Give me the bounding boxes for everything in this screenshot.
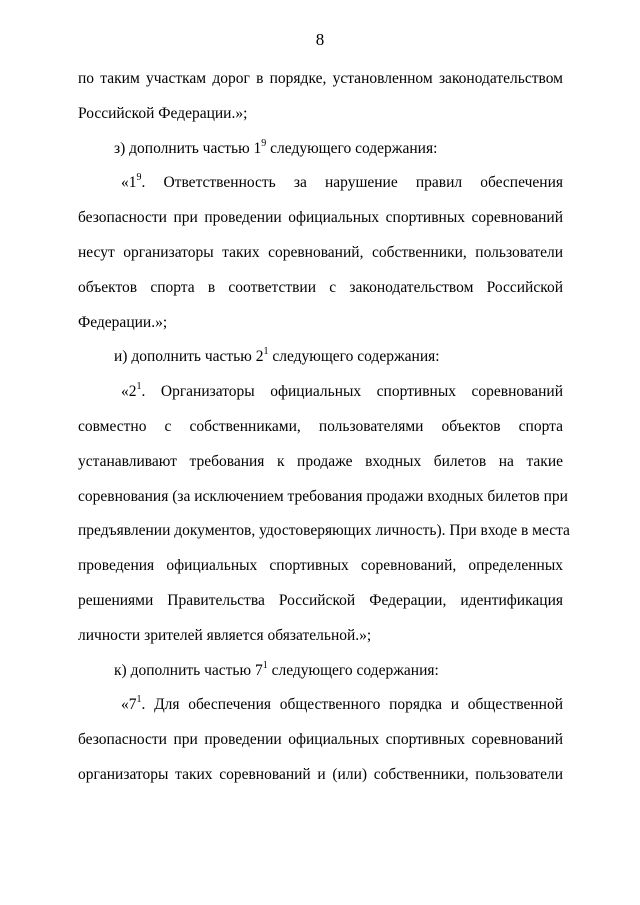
superscript: 1 [136,381,142,393]
text-line: Федерации.»; [78,313,168,331]
text-line: устанавливают требования к продаже входных билетов на такие [78,452,563,470]
text-fragment: следующего содержания: [267,661,439,679]
text-line: совместно с собственниками, пользователями объектов спорта [78,417,563,435]
text-fragment: . Организаторы официальных спортивных соревнований [141,383,563,401]
text-line-clause-i [78,340,563,375]
text-line: проведения официальных спортивных соревнований, определенных [78,557,563,575]
text-fragment: «7 [121,696,137,714]
text-line: организаторы таких соревнований и (или) собственники, пользователи [78,765,563,783]
text-line: решениями Правительства Российской Федерации, идентификация [78,591,563,609]
text-line-clause-z [78,132,563,167]
superscript: 1 [263,346,269,358]
text-line-quote-1-9 [78,166,563,201]
text-fragment: следующего содержания: [266,139,438,157]
text-line: несут организаторы таких соревнований, собственники, пользователи [78,243,563,261]
text-fragment: «1 [121,174,137,192]
text-line: предъявлении документов, удостоверяющих личность). При входе в места [78,522,570,540]
text-line: соревнования (за исключением требования продажи входных билетов при [78,487,568,505]
superscript: 9 [136,172,142,184]
text-fragment: з) дополнить частью 1 [114,139,262,157]
superscript: 1 [136,694,142,706]
page-number: 8 [315,30,325,49]
text-line-quote-2-1 [78,375,563,410]
text-fragment: и) дополнить частью 2 [114,348,264,366]
text-line: объектов спорта в соответствии с законодательством Российской [78,278,563,296]
text-line-quote-7-1 [78,688,563,723]
body-text [78,62,570,793]
text-fragment: «2 [121,383,137,401]
text-fragment: к) дополнить частью 7 [114,661,263,679]
superscript: 1 [262,659,268,671]
text-line: Российской Федерации.»; [78,104,248,122]
superscript: 9 [261,137,267,149]
text-line: личности зрителей является обязательной.»; [78,626,372,644]
text-line: по таким участкам дорог в порядке, установленном законодательством [78,70,563,87]
text-fragment: . Ответственность за нарушение правил обеспечения [141,174,563,192]
text-fragment: следующего содержания: [268,348,440,366]
text-line: безопасности при проведении официальных спортивных соревнований [78,731,563,749]
text-line-clause-k [78,654,563,689]
text-fragment: . Для обеспечения общественного порядка и общественной [141,696,563,714]
text-line: безопасности при проведении официальных спортивных соревнований [78,209,563,227]
